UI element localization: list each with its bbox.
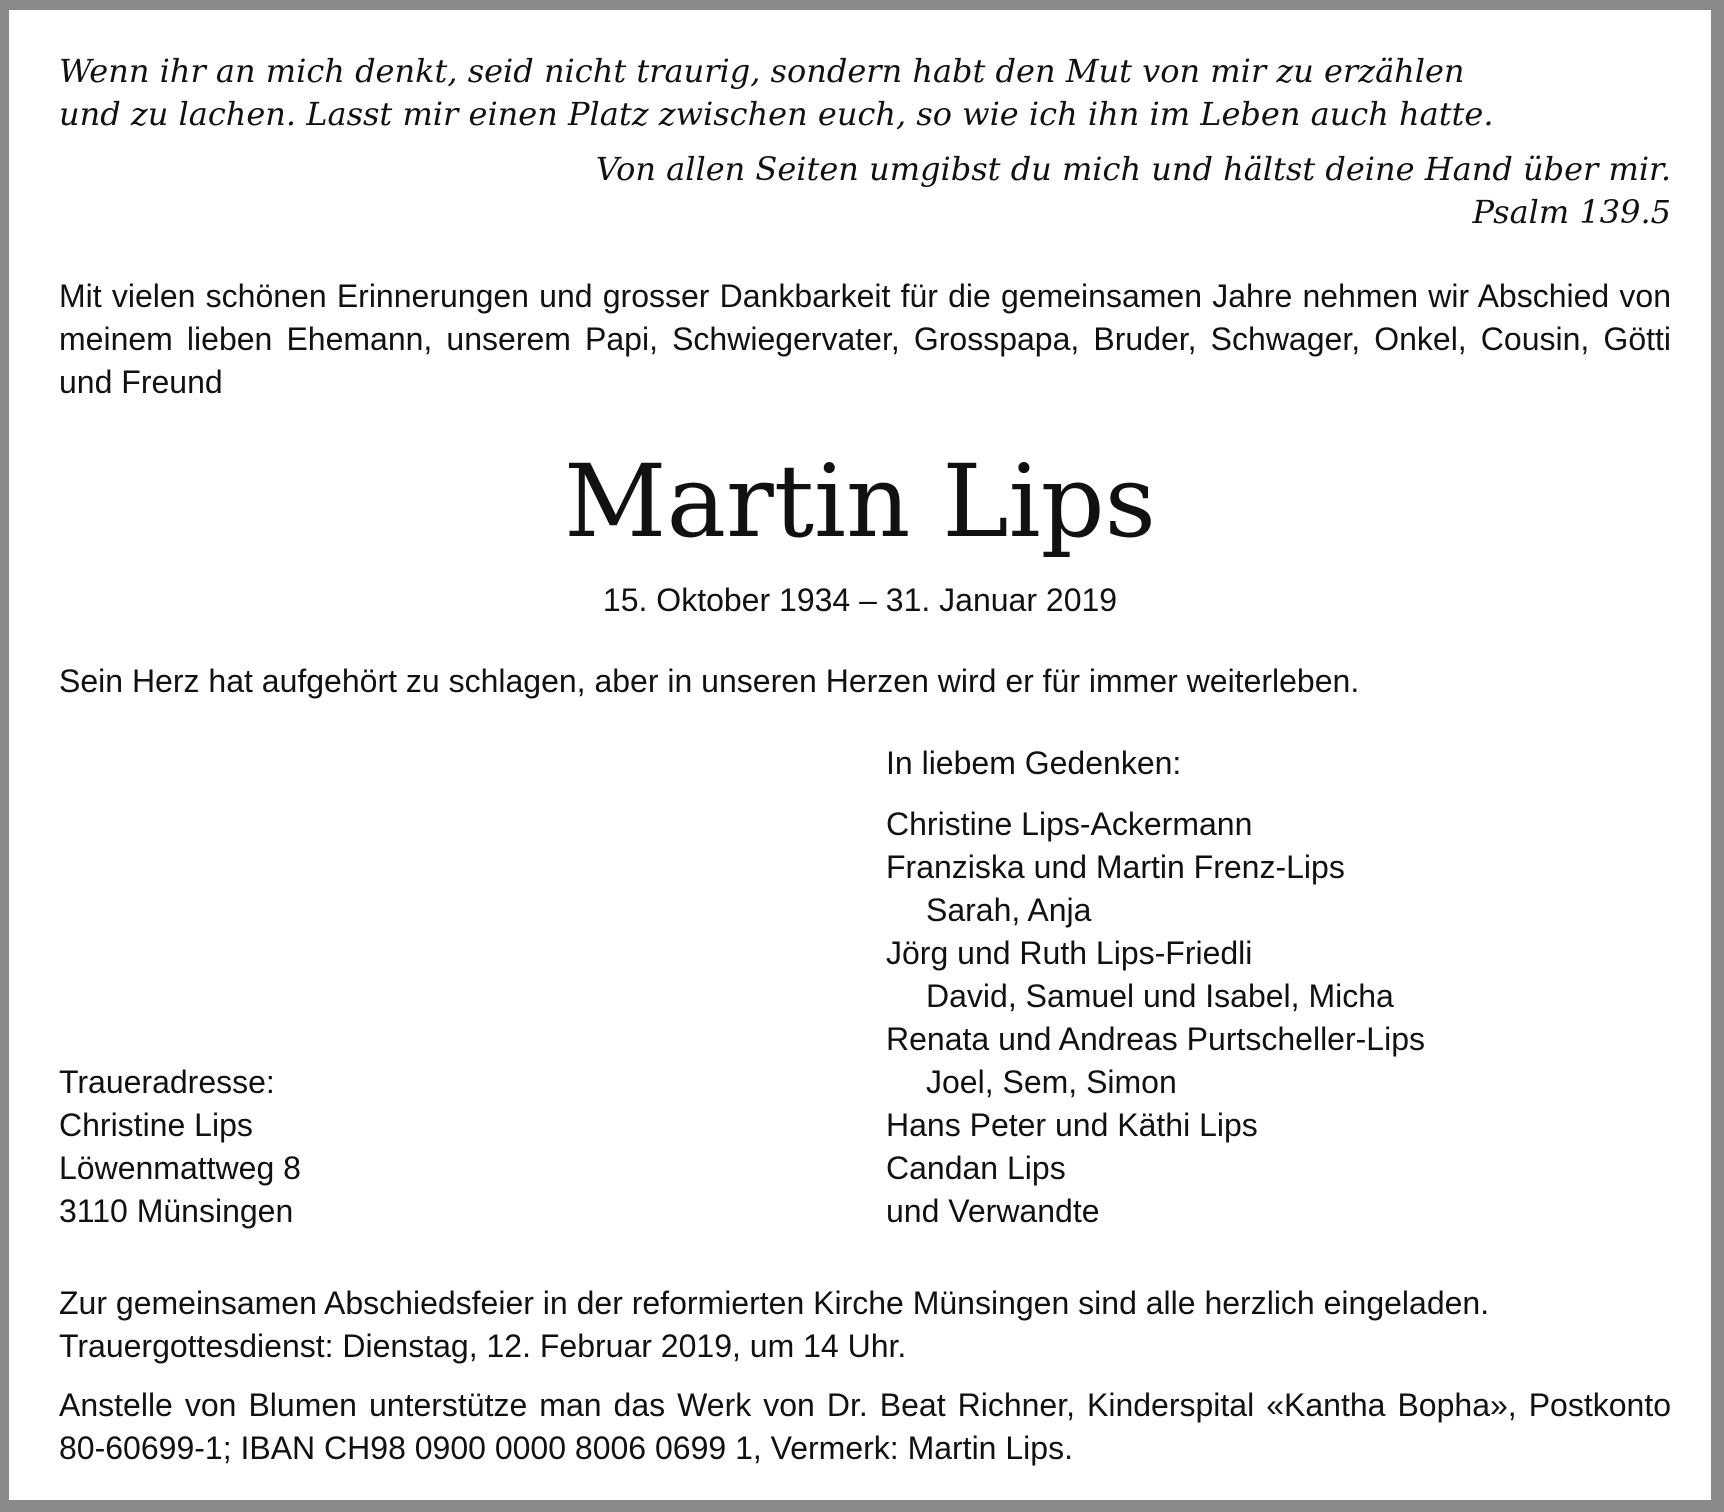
list-item: und Verwandte (886, 1193, 1100, 1229)
quote-line-1: Wenn ihr an mich denkt, seid nicht traurig, sondern habt den Mut von mir zu erzählen (59, 52, 1465, 90)
address-city: 3110 Münsingen (59, 1193, 294, 1229)
list-item: Hans Peter und Käthi Lips (886, 1107, 1258, 1143)
obituary-page (9, 10, 1711, 1500)
memory-heading: In liebem Gedenken: (886, 745, 1182, 781)
list-item: Christine Lips-Ackermann (886, 806, 1253, 842)
list-item: David, Samuel und Isabel, Micha (926, 978, 1394, 1014)
address-name: Christine Lips (59, 1107, 253, 1143)
list-item: Franziska und Martin Frenz-Lips (886, 849, 1345, 885)
address-street: Löwenmattweg 8 (59, 1150, 301, 1186)
service-date: Trauergottesdienst: Dienstag, 12. Februar 2019, um 14 Uhr. (59, 1328, 907, 1364)
donation-note: Anstelle von Blumen unterstütze man das Werk von Dr. Beat Richner, Kinderspital «Kantha Bopha», Postkonto 80-60699-1; IBAN CH98 0900 0000 8006 0699 1, Vermerk: Martin Lips. (59, 1387, 1671, 1466)
intro-paragraph: Mit vielen schönen Erinnerungen und grosser Dankbarkeit für die gemeinsamen Jahre nehmen wir Abschied von meinem lieben Ehemann, unserem Papi, Schwiegervater, Grosspapa, Bruder, Schwager, Onkel, Cousin, Götti und Freund (59, 278, 1671, 400)
quote-line-2: und zu lachen. Lasst mir einen Platz zwischen euch, so wie ich ihn im Leben auch hatte. (59, 95, 1494, 133)
address-label: Traueradresse: (59, 1064, 275, 1100)
list-item: Jörg und Ruth Lips-Friedli (886, 935, 1253, 971)
list-item: Candan Lips (886, 1150, 1066, 1186)
heart-line: Sein Herz hat aufgehört zu schlagen, aber in unseren Herzen wird er für immer weiterleben. (59, 663, 1360, 699)
deceased-name: Martin Lips (564, 443, 1156, 560)
list-item: Joel, Sem, Simon (926, 1064, 1177, 1100)
service-invitation: Zur gemeinsamen Abschiedsfeier in der reformierten Kirche Münsingen sind alle herzlich eingeladen. (59, 1285, 1490, 1321)
list-item: Sarah, Anja (926, 892, 1092, 928)
psalm-reference: Psalm 139.5 (1472, 193, 1671, 231)
mourning-address (59, 1061, 301, 1233)
list-item: Renata und Andreas Purtscheller-Lips (886, 1021, 1425, 1057)
mourners-list (886, 803, 1425, 1233)
life-dates: 15. Oktober 1934 – 31. Januar 2019 (602, 582, 1118, 618)
psalm-text: Von allen Seiten umgibst du mich und hältst deine Hand über mir. (595, 150, 1671, 188)
